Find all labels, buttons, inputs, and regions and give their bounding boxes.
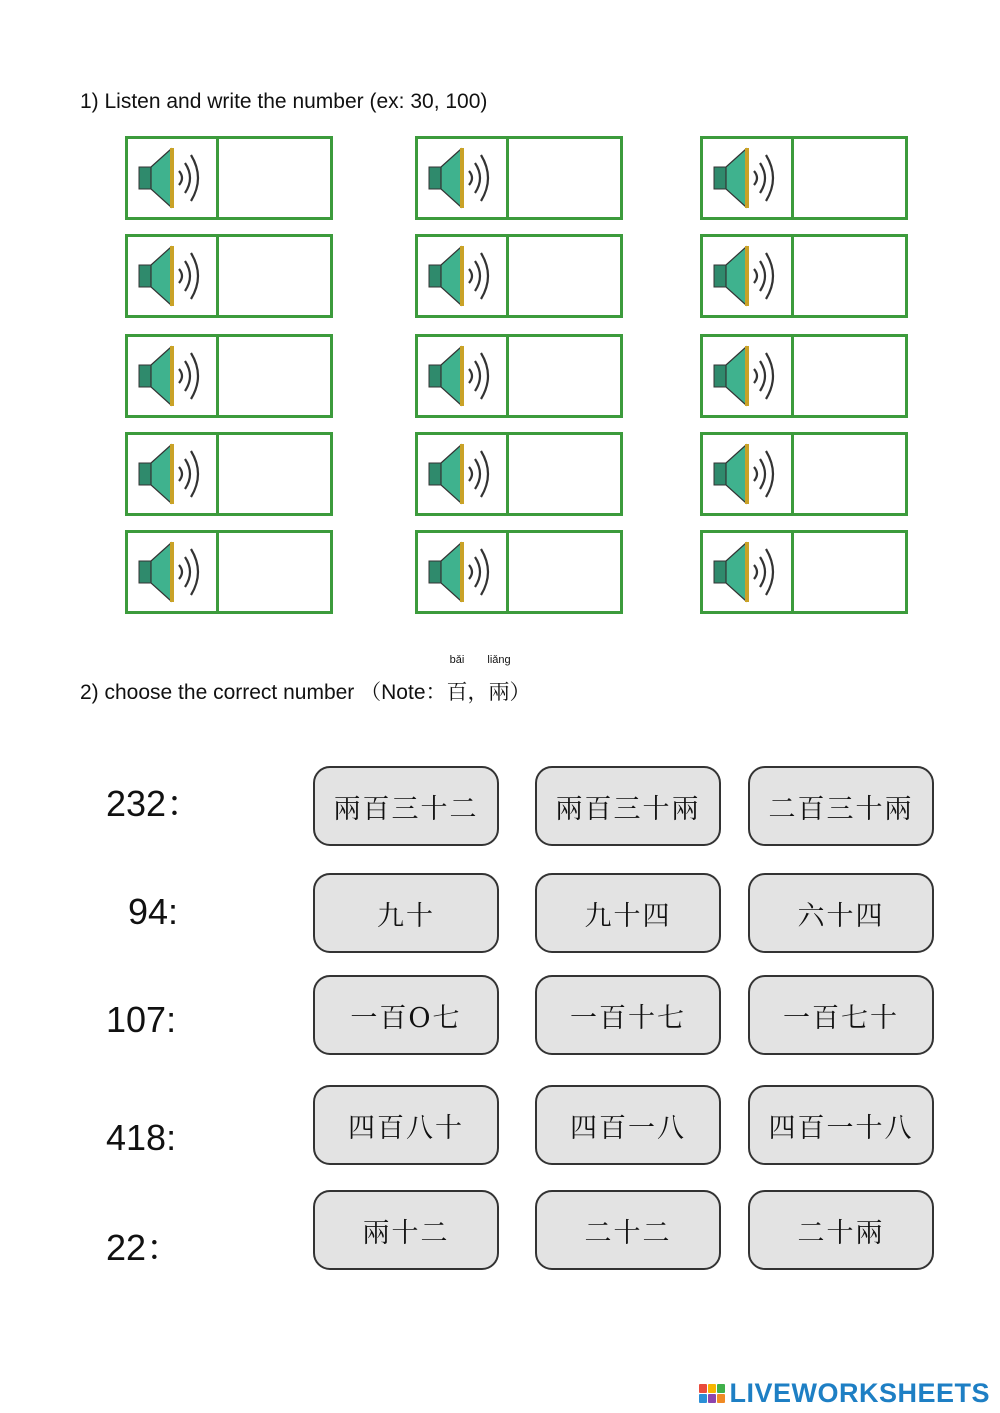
pinyin-bai: bǎi — [449, 654, 465, 666]
play-audio-button[interactable] — [415, 234, 509, 318]
answer-input[interactable] — [794, 533, 909, 613]
answer-option-button[interactable]: 九十四 — [535, 873, 721, 953]
answer-input[interactable] — [509, 435, 624, 515]
play-audio-button[interactable] — [125, 432, 219, 516]
note-separator: ， — [467, 681, 489, 704]
answer-input[interactable] — [794, 237, 909, 317]
answer-input[interactable] — [509, 139, 624, 219]
pinyin-liang: liǎng — [487, 654, 511, 666]
audio-item — [125, 432, 333, 516]
audio-item — [700, 530, 908, 614]
answer-box — [794, 432, 908, 516]
speaker-icon — [425, 241, 499, 311]
liveworksheets-brand — [699, 1378, 990, 1409]
answer-input[interactable] — [509, 337, 624, 417]
question-row — [0, 766, 1000, 850]
speaker-icon — [425, 439, 499, 509]
note-char2: 兩 — [488, 681, 510, 704]
play-audio-button[interactable] — [125, 234, 219, 318]
answer-option-button[interactable]: 二十兩 — [748, 1190, 934, 1270]
answer-input[interactable] — [219, 435, 334, 515]
answer-option-button[interactable]: 四百八十 — [313, 1085, 499, 1165]
note-char-bai — [446, 654, 468, 706]
play-audio-button[interactable] — [125, 136, 219, 220]
question-number-label: 94: — [128, 891, 179, 932]
play-audio-button[interactable] — [415, 530, 509, 614]
answer-option-button[interactable]: 二十二 — [535, 1190, 721, 1270]
audio-item — [700, 234, 908, 318]
play-audio-button[interactable] — [700, 234, 794, 318]
play-audio-button[interactable] — [125, 530, 219, 614]
play-audio-button[interactable] — [415, 136, 509, 220]
note-char1: 百 — [446, 681, 468, 704]
play-audio-button[interactable] — [700, 136, 794, 220]
play-audio-button[interactable] — [700, 334, 794, 418]
speaker-icon — [425, 341, 499, 411]
question-row — [0, 1190, 1000, 1274]
answer-input[interactable] — [219, 139, 334, 219]
speaker-icon — [425, 143, 499, 213]
audio-answer-grid — [125, 136, 915, 620]
audio-item — [415, 432, 623, 516]
question-row — [0, 1085, 1000, 1169]
play-audio-button[interactable] — [415, 432, 509, 516]
answer-box — [219, 234, 333, 318]
answer-option-button[interactable]: 一百十七 — [535, 975, 721, 1055]
speaker-icon — [710, 241, 784, 311]
answer-input[interactable] — [794, 435, 909, 515]
answer-box — [509, 334, 623, 418]
speaker-icon — [135, 439, 209, 509]
play-audio-button[interactable] — [415, 334, 509, 418]
answer-box — [794, 234, 908, 318]
play-audio-button[interactable] — [125, 334, 219, 418]
audio-item — [125, 334, 333, 418]
liveworksheets-logo-icon — [699, 1384, 725, 1403]
answer-input[interactable] — [794, 139, 909, 219]
audio-item — [415, 334, 623, 418]
question-row — [0, 873, 1000, 957]
answer-box — [794, 530, 908, 614]
question-row — [0, 975, 1000, 1059]
answer-input[interactable] — [219, 237, 334, 317]
answer-option-button[interactable]: 兩十二 — [313, 1190, 499, 1270]
audio-item — [125, 136, 333, 220]
speaker-icon — [135, 143, 209, 213]
audio-item — [700, 136, 908, 220]
answer-box — [794, 136, 908, 220]
answer-box — [509, 530, 623, 614]
note-char-liang — [487, 654, 511, 706]
speaker-icon — [135, 341, 209, 411]
answer-box — [509, 136, 623, 220]
audio-item — [415, 234, 623, 318]
answer-option-button[interactable]: 六十四 — [748, 873, 934, 953]
answer-input[interactable] — [509, 237, 624, 317]
answer-option-button[interactable]: 二百三十兩 — [748, 766, 934, 846]
question-number-label: 107: — [106, 999, 177, 1040]
question-number-label: 22： — [106, 1227, 183, 1268]
answer-input[interactable] — [219, 337, 334, 417]
section2-title — [80, 654, 531, 706]
answer-box — [509, 234, 623, 318]
play-audio-button[interactable] — [700, 432, 794, 516]
answer-box — [509, 432, 623, 516]
audio-item — [125, 530, 333, 614]
question-number-label: 232： — [106, 783, 203, 824]
answer-option-button[interactable]: 兩百三十二 — [313, 766, 499, 846]
question-number-label: 418: — [106, 1117, 177, 1158]
speaker-icon — [710, 537, 784, 607]
answer-box — [219, 432, 333, 516]
play-audio-button[interactable] — [700, 530, 794, 614]
answer-option-button[interactable]: 四百一十八 — [748, 1085, 934, 1165]
speaker-icon — [135, 537, 209, 607]
answer-option-button[interactable]: 一百O七 — [313, 975, 499, 1055]
answer-input[interactable] — [219, 533, 334, 613]
speaker-icon — [425, 537, 499, 607]
answer-box — [794, 334, 908, 418]
brand-text: LIVEWORKSHEETS — [729, 1378, 990, 1408]
section2-title-prefix: 2) choose the correct number （Note： — [80, 681, 447, 704]
answer-input[interactable] — [509, 533, 624, 613]
answer-box — [219, 334, 333, 418]
answer-option-button[interactable]: 四百一八 — [535, 1085, 721, 1165]
answer-box — [219, 530, 333, 614]
audio-item — [125, 234, 333, 318]
section1-title: 1) Listen and write the number (ex: 30, 100) — [80, 90, 488, 113]
answer-option-button[interactable]: 兩百三十兩 — [535, 766, 721, 846]
audio-item — [700, 432, 908, 516]
section2-title-suffix: ） — [509, 681, 531, 704]
audio-item — [415, 530, 623, 614]
audio-item — [415, 136, 623, 220]
answer-option-button[interactable]: 一百七十 — [748, 975, 934, 1055]
speaker-icon — [710, 143, 784, 213]
speaker-icon — [710, 439, 784, 509]
answer-input[interactable] — [794, 337, 909, 417]
answer-box — [219, 136, 333, 220]
speaker-icon — [710, 341, 784, 411]
answer-option-button[interactable]: 九十 — [313, 873, 499, 953]
audio-item — [700, 334, 908, 418]
speaker-icon — [135, 241, 209, 311]
